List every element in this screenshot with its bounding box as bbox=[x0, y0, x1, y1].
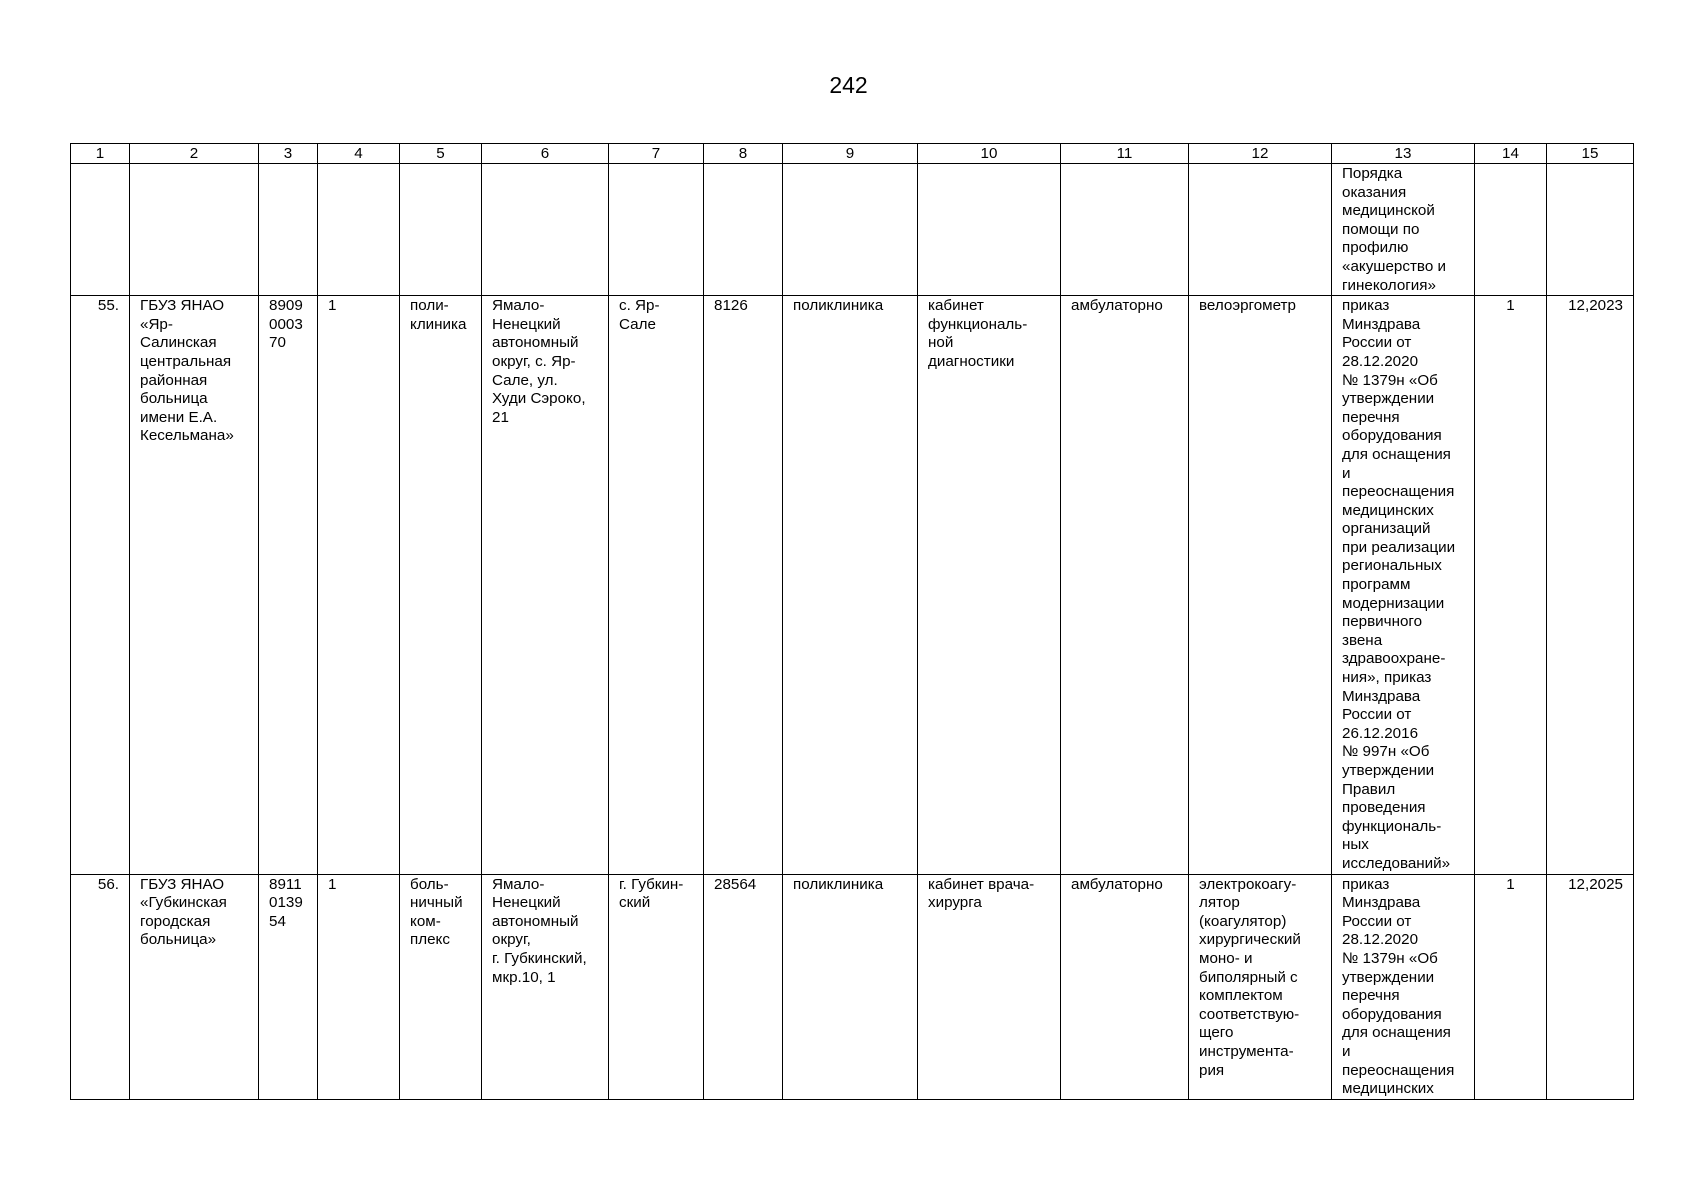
cell-quantity bbox=[1475, 164, 1547, 296]
cell-equipment bbox=[1189, 164, 1332, 296]
column-header: 12 bbox=[1189, 144, 1332, 164]
cell-col4: 1 bbox=[318, 296, 400, 874]
cell-organization: ГБУЗ ЯНАО «Губкинская городская больница» bbox=[130, 874, 259, 1099]
cell-locality: г. Губкин- ский bbox=[609, 874, 704, 1099]
equipment-table bbox=[70, 143, 1634, 1100]
cell-code bbox=[259, 164, 318, 296]
column-header: 3 bbox=[259, 144, 318, 164]
cell-facility-type: поли- клиника bbox=[400, 296, 482, 874]
cell-department bbox=[918, 164, 1061, 296]
cell-equipment: велоэргометр bbox=[1189, 296, 1332, 874]
cell-department: кабинет врача- хирурга bbox=[918, 874, 1061, 1099]
cell-organization: ГБУЗ ЯНАО «Яр- Салинская центральная районная больница имени Е.А. Кесельмана» bbox=[130, 296, 259, 874]
cell-row-number bbox=[71, 164, 130, 296]
cell-care-form: амбулаторно bbox=[1061, 874, 1189, 1099]
cell-population: 8126 bbox=[704, 296, 783, 874]
cell-regulation: Порядка оказания медицинской помощи по профилю «акушерство и гинекология» bbox=[1332, 164, 1475, 296]
table-row bbox=[71, 296, 1634, 874]
cell-quantity: 1 bbox=[1475, 296, 1547, 874]
cell-address: Ямало- Ненецкий автономный округ, с. Яр- Сале, ул. Худи Сэроко, 21 bbox=[482, 296, 609, 874]
column-header: 13 bbox=[1332, 144, 1475, 164]
cell-address bbox=[482, 164, 609, 296]
cell-equipment: электрокоагу- лятор (коагулятор) хирургический моно- и биполярный с комплектом соответствую- щего инструмента- рия bbox=[1189, 874, 1332, 1099]
cell-population bbox=[704, 164, 783, 296]
cell-date bbox=[1547, 164, 1634, 296]
page-number: 242 bbox=[829, 72, 868, 98]
cell-date: 12,2025 bbox=[1547, 874, 1634, 1099]
cell-code: 8911 0139 54 bbox=[259, 874, 318, 1099]
cell-date: 12,2023 bbox=[1547, 296, 1634, 874]
cell-regulation: приказ Минздрава России от 28.12.2020 № 1379н «Об утверждении перечня оборудования для оснащения и переоснащения медицинских организаций при реализации региональных программ модернизации первичного звена здравоохране- ния», приказ Минздрава России от 26.12.2016 № 997н «Об утверждении Правил проведения функциональ- ных исследований» bbox=[1332, 296, 1475, 874]
column-header: 1 bbox=[71, 144, 130, 164]
cell-col4 bbox=[318, 164, 400, 296]
cell-code: 8909 0003 70 bbox=[259, 296, 318, 874]
cell-locality bbox=[609, 164, 704, 296]
column-header: 2 bbox=[130, 144, 259, 164]
cell-address: Ямало- Ненецкий автономный округ, г. Губкинский, мкр.10, 1 bbox=[482, 874, 609, 1099]
cell-unit bbox=[783, 164, 918, 296]
cell-quantity: 1 bbox=[1475, 874, 1547, 1099]
column-header: 9 bbox=[783, 144, 918, 164]
cell-facility-type: боль- ничный ком- плекс bbox=[400, 874, 482, 1099]
cell-row-number: 56. bbox=[71, 874, 130, 1099]
column-header: 14 bbox=[1475, 144, 1547, 164]
column-header: 5 bbox=[400, 144, 482, 164]
cell-population: 28564 bbox=[704, 874, 783, 1099]
cell-care-form: амбулаторно bbox=[1061, 296, 1189, 874]
cell-unit: поликлиника bbox=[783, 296, 918, 874]
column-header: 4 bbox=[318, 144, 400, 164]
cell-row-number: 55. bbox=[71, 296, 130, 874]
cell-locality: с. Яр- Сале bbox=[609, 296, 704, 874]
column-header: 7 bbox=[609, 144, 704, 164]
table-row bbox=[71, 164, 1634, 296]
table-row bbox=[71, 874, 1634, 1099]
column-header: 6 bbox=[482, 144, 609, 164]
column-header: 11 bbox=[1061, 144, 1189, 164]
column-header: 10 bbox=[918, 144, 1061, 164]
column-number-row bbox=[71, 144, 1634, 164]
cell-unit: поликлиника bbox=[783, 874, 918, 1099]
cell-facility-type bbox=[400, 164, 482, 296]
cell-care-form bbox=[1061, 164, 1189, 296]
cell-organization bbox=[130, 164, 259, 296]
cell-regulation: приказ Минздрава России от 28.12.2020 № 1379н «Об утверждении перечня оборудования для оснащения и переоснащения медицинских bbox=[1332, 874, 1475, 1099]
column-header: 15 bbox=[1547, 144, 1634, 164]
cell-col4: 1 bbox=[318, 874, 400, 1099]
column-header: 8 bbox=[704, 144, 783, 164]
cell-department: кабинет функциональ- ной диагностики bbox=[918, 296, 1061, 874]
